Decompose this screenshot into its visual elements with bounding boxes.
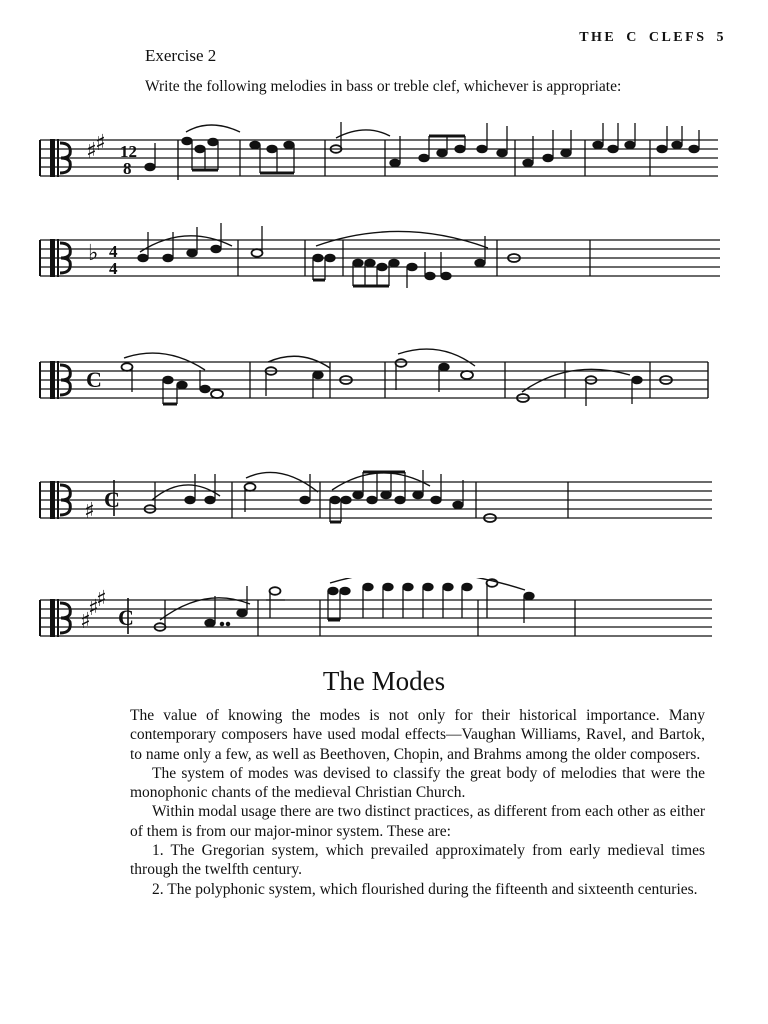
body-text xyxy=(130,706,705,899)
list-item: 1. The Gregorian system, which prevailed approximately from early medieval times through the twelfth century. xyxy=(130,842,705,879)
svg-text:C: C xyxy=(118,605,134,630)
svg-text:♭: ♭ xyxy=(88,241,99,266)
svg-text:♯: ♯ xyxy=(84,499,95,524)
svg-text:C: C xyxy=(86,367,102,392)
svg-text:♯: ♯ xyxy=(95,131,106,156)
svg-text:C: C xyxy=(104,487,120,512)
svg-text:♯: ♯ xyxy=(88,596,99,621)
music-staff-3 xyxy=(0,340,768,420)
section-heading: The Modes xyxy=(322,666,446,696)
svg-text:♯: ♯ xyxy=(86,139,97,164)
music-staff-5 xyxy=(0,578,768,658)
music-staff-4 xyxy=(0,460,768,540)
running-head: THE C CLEFS 5 xyxy=(579,30,726,45)
svg-text:♯: ♯ xyxy=(80,609,91,634)
list-item: 2. The polyphonic system, which flourished during the fifteenth and sixteenth centuries. xyxy=(152,880,698,898)
svg-text:12: 12 xyxy=(120,142,137,161)
svg-text:♯: ♯ xyxy=(96,587,107,612)
exercise-instruction: Write the following melodies in bass or treble clef, whichever is appropriate: xyxy=(145,78,622,95)
paragraph: The system of modes was devised to classify the great body of melodies that were the monophonic chants of the medieval Christian Church. xyxy=(130,764,705,802)
svg-text:4: 4 xyxy=(109,242,118,261)
paragraph: Within modal usage there are two distinct practices, as different from each other as either of them is from our major-minor system. These are: xyxy=(130,803,705,840)
paragraph: The value of knowing the modes is not only for their historical importance. Many contemporary composers have used modal effects—Vaughan Williams, Ravel, and Bartok, to name only a few, as well as Beethoven, Chopin, and Brahms among the older composers. xyxy=(130,707,705,763)
svg-text:8: 8 xyxy=(123,159,132,178)
exercise-title: Exercise 2 xyxy=(145,46,217,65)
music-staff-2 xyxy=(0,218,768,298)
svg-text:4: 4 xyxy=(109,259,118,278)
music-staff-1 xyxy=(0,118,768,198)
